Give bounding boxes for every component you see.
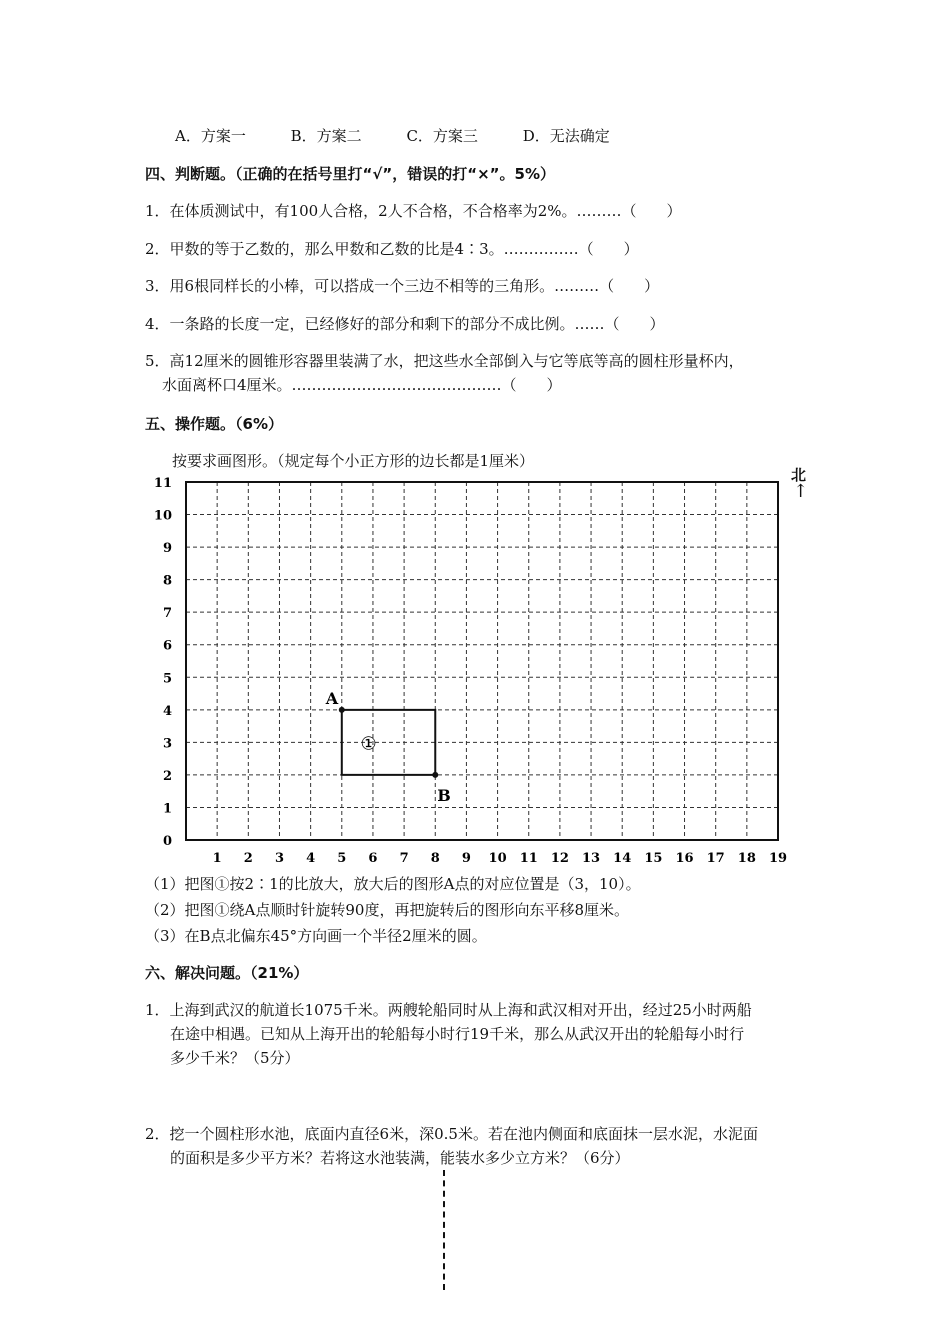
judge-item-5-line1: 5．高12厘米的圆锥形容器里装满了水，把这些水全部倒入与它等底等高的圆柱形量杯内， — [145, 352, 744, 370]
y-tick-label: 0 — [162, 834, 172, 849]
x-tick-label: 5 — [337, 851, 347, 866]
y-tick-label: 7 — [162, 606, 172, 622]
point-A-label: A — [325, 688, 339, 708]
option-c: C．方案三 — [406, 127, 478, 145]
judge-item-3: 3．用6根同样长的小棒，可以搭成一个三边不相等的三角形。………（ ） — [145, 277, 660, 295]
x-tick-label: 7 — [399, 851, 409, 866]
task-3: （3）在B点北偏东45°方向画一个半径2厘米的圆。 — [145, 927, 487, 945]
question-1-line2: 在途中相遇。已知从上海开出的轮船每小时行19千米，那么从武汉开出的轮船每小时行 — [170, 1025, 745, 1043]
option-b: B．方案二 — [290, 127, 362, 145]
y-tick-label: 3 — [162, 736, 172, 752]
judge-item-1: 1．在体质测试中，有100人合格，2人不合格，不合格率为2%。………（ ） — [145, 202, 682, 220]
judge-item-5-line2: 水面离杯口4厘米。……………………………………（ ） — [162, 376, 562, 394]
task-2: （2）把图①绕A点顺时针旋转90度，再把旋转后的图形向东平移8厘米。 — [145, 901, 630, 919]
x-tick-label: 10 — [488, 851, 507, 866]
x-tick-label: 18 — [737, 851, 756, 866]
section4-heading: 四、判断题。（正确的在括号里打“√”，错误的打“×”。5%） — [145, 165, 555, 183]
y-tick-label: 6 — [162, 638, 172, 654]
judge-item-4: 4．一条路的长度一定，已经修好的部分和剩下的部分不成比例。……（ ） — [145, 315, 665, 333]
judge-item-2: 2．甲数的等于乙数的，那么甲数和乙数的比是4∶3。……………（ ） — [145, 240, 639, 258]
x-tick-label: 6 — [368, 851, 378, 866]
point-A-dot — [339, 707, 345, 713]
question-1-line3: 多少千米？（5分） — [170, 1049, 300, 1067]
x-tick-label: 11 — [519, 851, 538, 866]
question-1-line1: 1．上海到武汉的航道长1075千米。两艘轮船同时从上海和武汉相对开出，经过25小时两船 — [145, 1001, 752, 1019]
y-tick-labels — [154, 476, 172, 849]
north-arrow-icon: ↑ — [793, 481, 809, 502]
y-tick-label: 5 — [162, 671, 172, 687]
labeled-points — [325, 689, 451, 805]
x-tick-label: 1 — [212, 851, 222, 866]
x-tick-label: 3 — [274, 851, 284, 866]
north-label: 北 — [791, 466, 807, 484]
y-tick-label: 4 — [162, 703, 172, 719]
grid-border — [186, 482, 778, 840]
y-tick-label: 1 — [162, 801, 172, 817]
x-tick-label: 9 — [461, 851, 471, 866]
x-tick-label: 16 — [675, 851, 694, 866]
y-tick-label: 11 — [153, 476, 172, 491]
x-tick-label: 12 — [550, 851, 569, 866]
x-tick-label: 8 — [430, 851, 440, 866]
x-tick-label: 2 — [243, 851, 253, 866]
task-1: （1）把图①按2∶1的比放大，放大后的图形A点的对应位置是（3，10）。 — [145, 875, 641, 893]
x-tick-label: 15 — [644, 851, 663, 866]
option-a: A．方案一 — [175, 127, 246, 145]
y-tick-label: 10 — [153, 508, 172, 524]
y-tick-label: 9 — [162, 541, 172, 557]
cut-line-divider — [443, 1170, 445, 1290]
x-tick-label: 13 — [582, 851, 601, 866]
x-tick-label: 14 — [613, 851, 632, 866]
point-B-label: B — [437, 785, 451, 805]
question-2-line1: 2．挖一个圆柱形水池，底面内直径6米，深0.5米。若在池内侧面和底面抹一层水泥，水泥面 — [145, 1125, 758, 1143]
section6-heading: 六、解决问题。（21%） — [145, 964, 309, 982]
y-tick-label: 2 — [162, 768, 172, 784]
x-tick-label: 17 — [706, 851, 725, 866]
point-B-dot — [432, 772, 438, 778]
section5-heading: 五、操作题。（6%） — [145, 415, 283, 433]
question-2-line2: 的面积是多少平方米？若将这水池装满，能装水多少立方米？（6分） — [170, 1149, 630, 1167]
figure-1-label: ① — [360, 733, 377, 755]
y-tick-label: 8 — [162, 573, 172, 589]
grid-lines — [186, 482, 778, 840]
option-d: D．无法确定 — [522, 127, 610, 145]
x-tick-label: 4 — [306, 851, 316, 866]
section5-instruction: 按要求画图形。（规定每个小正方形的边长都是1厘米） — [172, 452, 535, 470]
x-tick-label: 19 — [768, 851, 788, 866]
x-tick-labels — [213, 851, 787, 866]
